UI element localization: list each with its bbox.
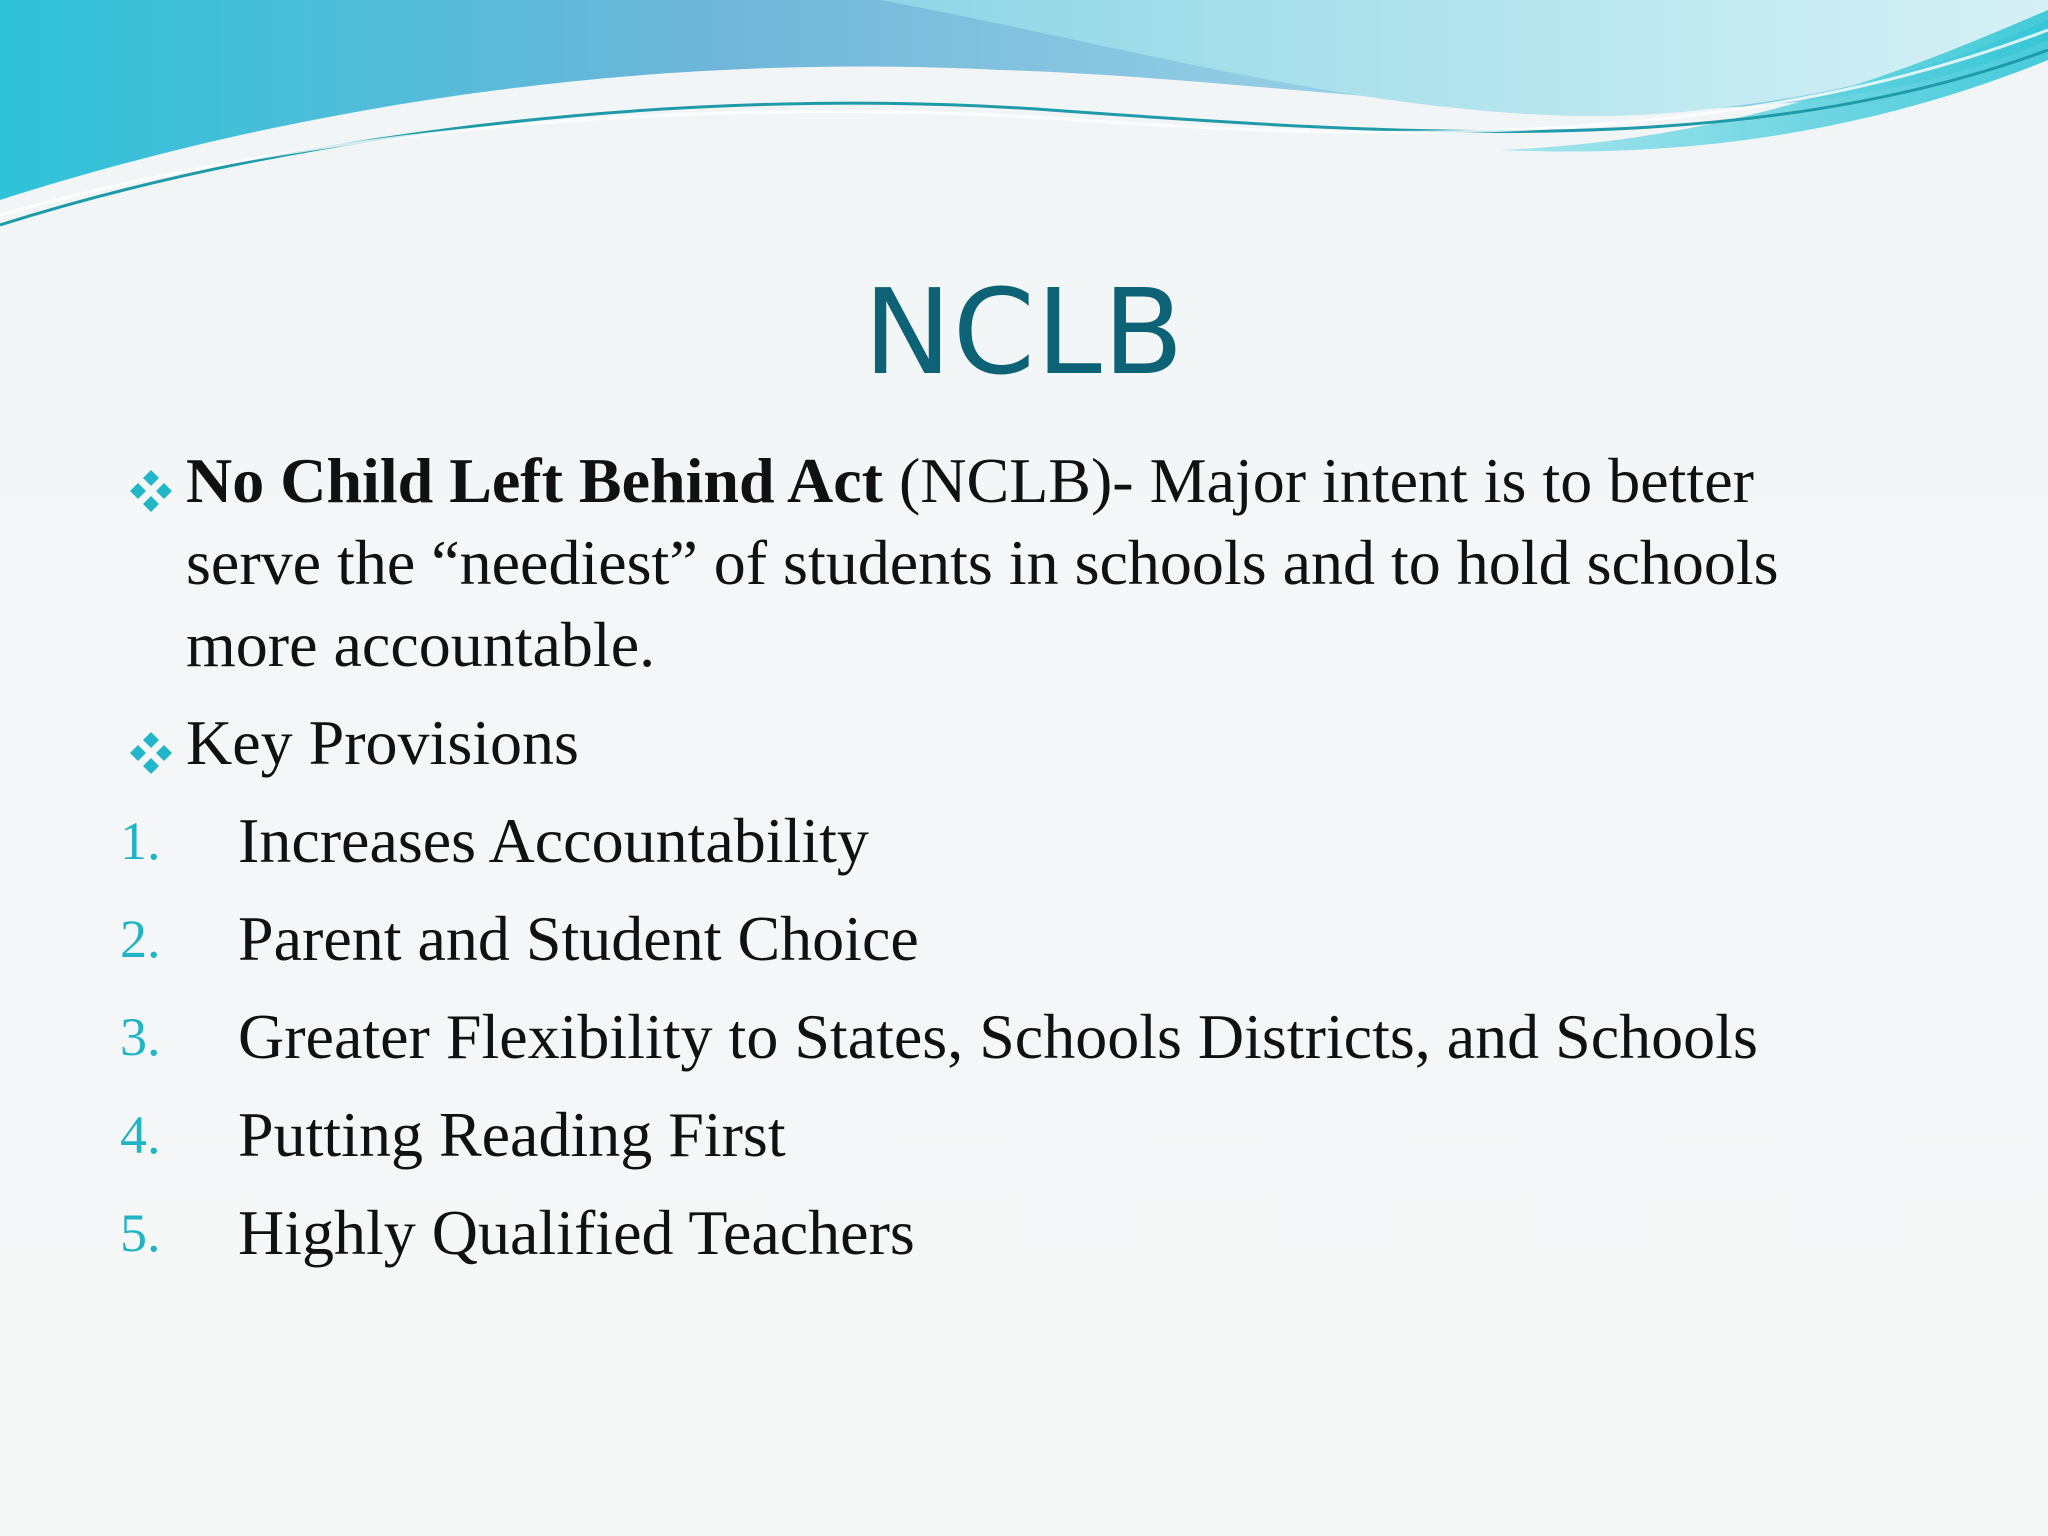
- numbered-item: [120, 898, 1820, 980]
- four-diamond-bullet-icon: [128, 730, 174, 776]
- item-number: 5.: [120, 1203, 161, 1263]
- bullet-bold-text: No Child Left Behind Act: [186, 445, 883, 516]
- item-text: Increases Accountability: [238, 805, 869, 876]
- item-text: Highly Qualified Teachers: [238, 1197, 915, 1268]
- item-number: 4.: [120, 1105, 161, 1165]
- bullet-item-key-provisions: [120, 702, 1820, 784]
- numbered-item: [120, 1094, 1820, 1176]
- item-text: Parent and Student Choice: [238, 903, 919, 974]
- bullet-item-nclb: [120, 440, 1820, 686]
- item-number: 2.: [120, 909, 161, 969]
- bullet-text: (NCLB)- Major intent is to better serve the “neediest” of students in schools and to hold schools more accountable.: [186, 445, 1779, 680]
- slide-title: NCLB: [863, 263, 1185, 401]
- item-text: Putting Reading First: [238, 1099, 786, 1170]
- numbered-item: [120, 1192, 1820, 1274]
- numbered-item: [120, 996, 1820, 1078]
- bullet-text: Key Provisions: [186, 707, 579, 778]
- four-diamond-bullet-icon: [128, 468, 174, 514]
- slide-body: [120, 440, 1820, 1290]
- item-number: 1.: [120, 811, 161, 871]
- numbered-item: [120, 800, 1820, 882]
- item-text: Greater Flexibility to States, Schools Districts, and Schools: [238, 1001, 1758, 1072]
- item-number: 3.: [120, 1007, 161, 1067]
- header-wave-decoration: [0, 0, 2048, 240]
